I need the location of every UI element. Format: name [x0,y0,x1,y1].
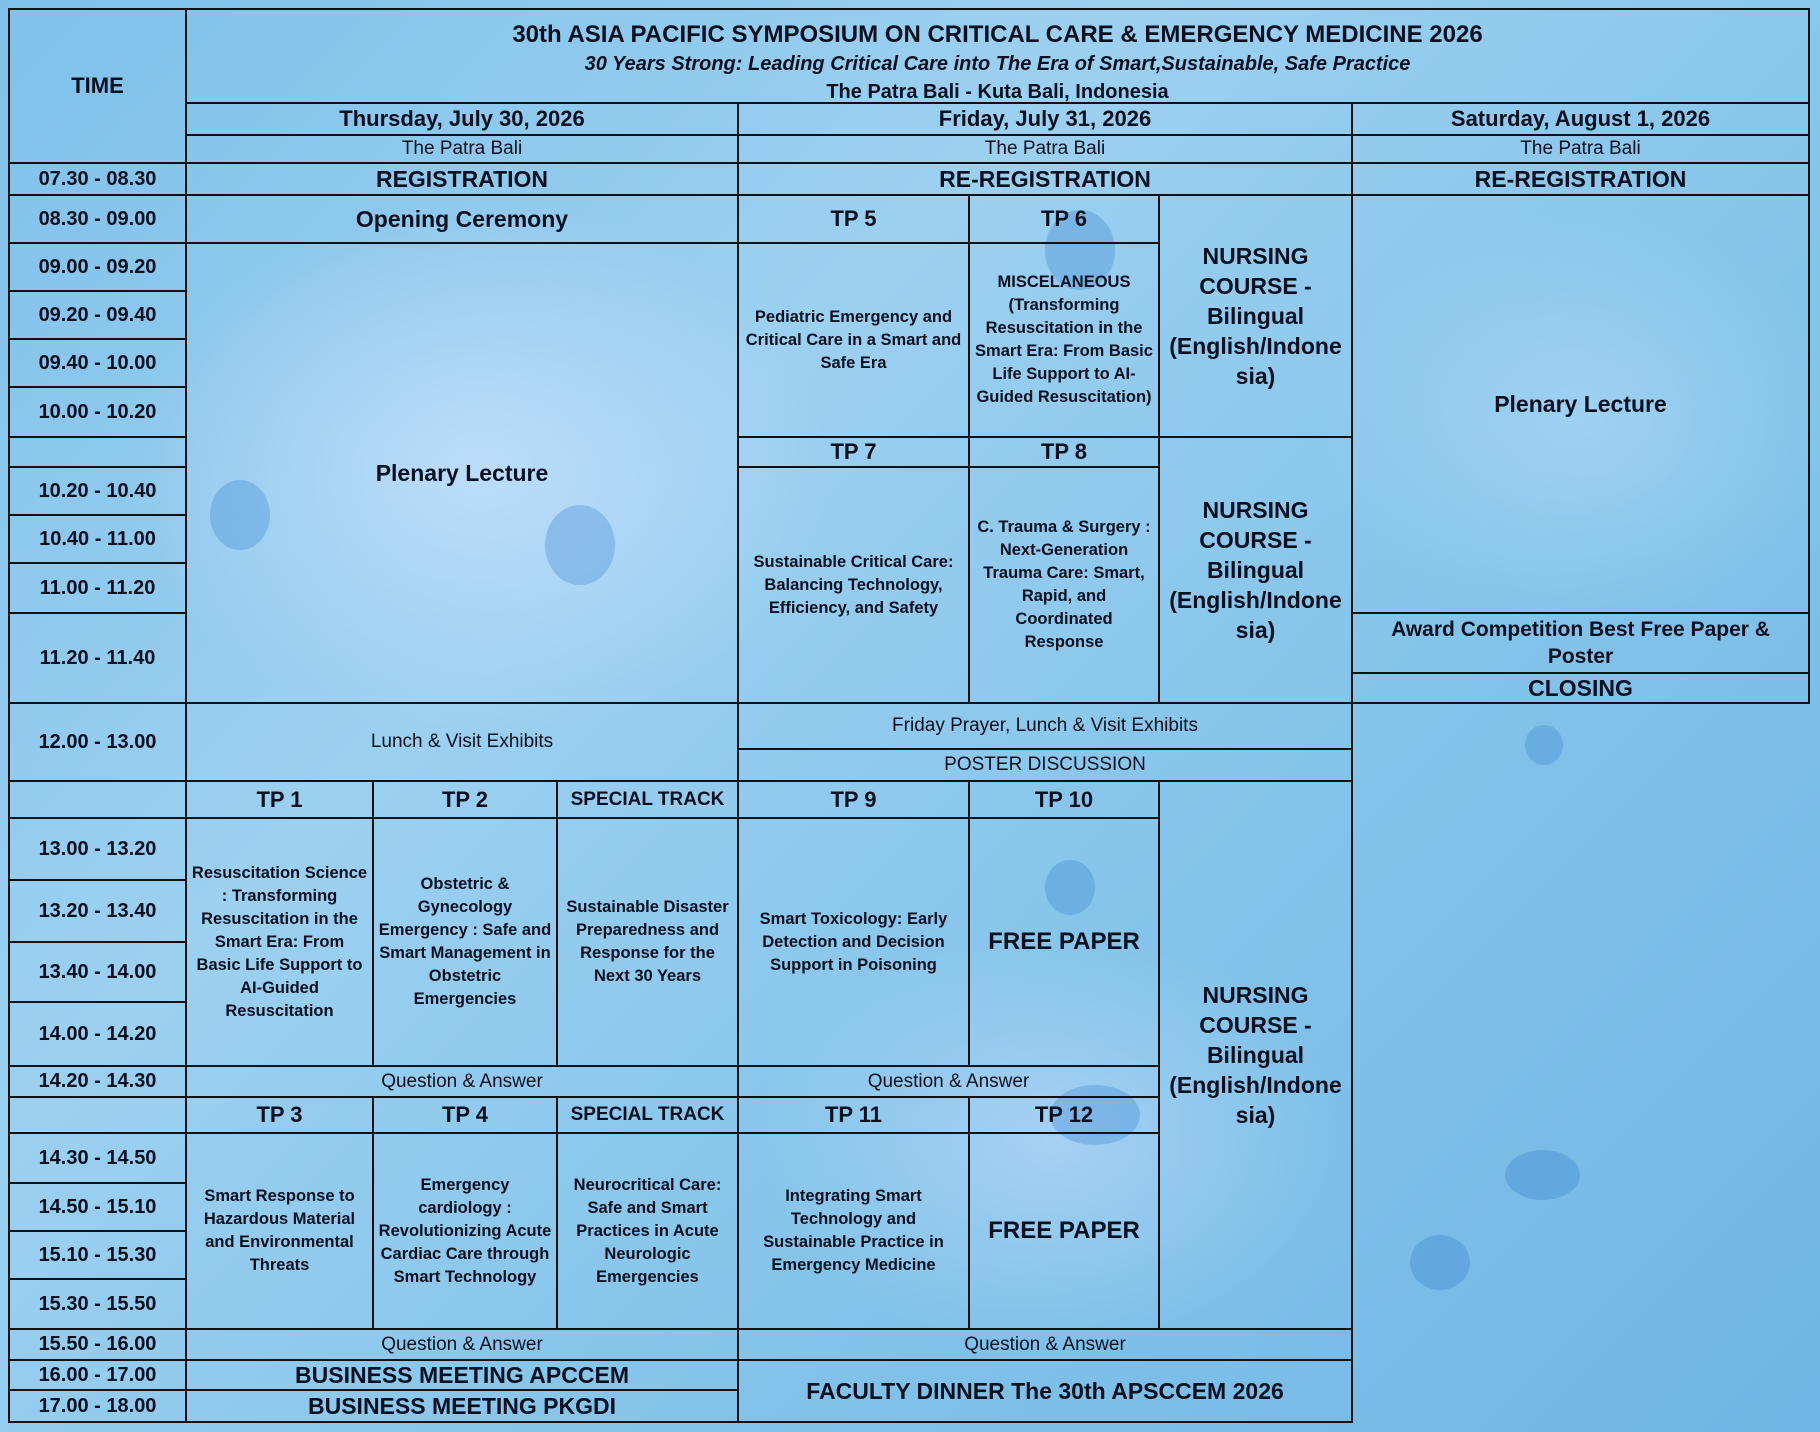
background-blob [1505,1150,1580,1200]
page-subtitle: 30 Years Strong: Leading Critical Care into The Era of Smart,Sustainable, Safe Practice [584,53,1411,75]
thu-tp2-session: Obstetric & Gynecology Emergency : Safe and Smart Management in Obstetric Emergencies [372,817,558,1067]
time-slot: 11.00 - 11.20 [8,562,187,614]
time-slot: 14.00 - 14.20 [8,1001,187,1067]
day-friday: Friday, July 31, 2026 [737,102,1353,136]
sat-closing: CLOSING [1351,672,1810,704]
fri-tp11-header: TP 11 [737,1096,970,1134]
time-slot: 12.00 - 13.00 [8,702,187,782]
time-slot: 14.20 - 14.30 [8,1065,187,1098]
time-slot [8,780,187,819]
fri-tp9-header: TP 9 [737,780,970,819]
venue-friday: The Patra Bali [737,134,1353,164]
fri-tp8-session: C. Trauma & Surgery : Next-Generation Trauma Care: Smart, Rapid, and Coordinated Response [968,466,1160,704]
thu-plenary-lecture: Plenary Lecture [185,242,739,704]
thu-opening-ceremony: Opening Ceremony [185,194,739,244]
thu-tp3-header: TP 3 [185,1096,374,1134]
thu-special-track-session: Neurocritical Care: Safe and Smart Practices in Acute Neurologic Emergencies [556,1132,739,1330]
fri-nursing-course: NURSING COURSE - Bilingual (English/Indone sia) [1158,436,1353,704]
thu-tp4-session: Emergency cardiology : Revolutionizing Acute Cardiac Care through Smart Technology [372,1132,558,1330]
fri-question-answer: Question & Answer [737,1065,1160,1098]
time-header: TIME [8,8,187,164]
time-slot: 09.00 - 09.20 [8,242,187,292]
time-slot: 16.00 - 17.00 [8,1359,187,1391]
sat-award-competition: Award Competition Best Free Paper & Poster [1351,612,1810,674]
thu-special-track-session: Sustainable Disaster Preparedness and Response for the Next 30 Years [556,817,739,1067]
fri-tp8-header: TP 8 [968,436,1160,468]
time-slot: 10.00 - 10.20 [8,386,187,438]
fri-tp5-header: TP 5 [737,194,970,244]
thu-lunch: Lunch & Visit Exhibits [185,702,739,782]
time-slot: 09.40 - 10.00 [8,338,187,388]
time-slot: 13.40 - 14.00 [8,941,187,1003]
thu-business-meeting-pkgdi: BUSINESS MEETING PKGDI [185,1389,739,1423]
fri-tp12-free-paper: FREE PAPER [968,1132,1160,1330]
time-slot: 14.30 - 14.50 [8,1132,187,1184]
thu-registration: REGISTRATION [185,162,739,196]
time-slot: 11.20 - 11.40 [8,612,187,704]
thu-question-answer: Question & Answer [185,1065,739,1098]
fri-poster-discussion: POSTER DISCUSSION [737,748,1353,782]
day-thursday: Thursday, July 30, 2026 [185,102,739,136]
thu-tp2-header: TP 2 [372,780,558,819]
venue-thursday: The Patra Bali [185,134,739,164]
fri-faculty-dinner: FACULTY DINNER The 30th APSCCEM 2026 [737,1359,1353,1423]
thu-special-track-header: SPECIAL TRACK [556,780,739,819]
time-slot: 08.30 - 09.00 [8,194,187,244]
time-slot: 14.50 - 15.10 [8,1182,187,1232]
page-title: 30th ASIA PACIFIC SYMPOSIUM ON CRITICAL CARE & EMERGENCY MEDICINE 2026 [512,21,1483,48]
time-slot [8,436,187,468]
fri-tp11-session: Integrating Smart Technology and Sustainable Practice in Emergency Medicine [737,1132,970,1330]
time-slot: 15.10 - 15.30 [8,1230,187,1280]
sat-re-registration: RE-REGISTRATION [1351,162,1810,196]
fri-tp6-session: MISCELANEOUS (Transforming Resuscitation in the Smart Era: From Basic Life Support to AI-Guided Resuscitation) [968,242,1160,438]
thu-tp4-header: TP 4 [372,1096,558,1134]
time-slot: 09.20 - 09.40 [8,290,187,340]
thu-tp3-session: Smart Response to Hazardous Material and Environmental Threats [185,1132,374,1330]
time-slot: 13.20 - 13.40 [8,879,187,943]
thu-tp1-header: TP 1 [185,780,374,819]
venue-saturday: The Patra Bali [1351,134,1810,164]
fri-tp10-free-paper: FREE PAPER [968,817,1160,1067]
background-blob [1525,725,1563,765]
time-slot: 10.20 - 10.40 [8,466,187,516]
day-saturday: Saturday, August 1, 2026 [1351,102,1810,136]
background-blob [1410,1235,1470,1290]
fri-lunch: Friday Prayer, Lunch & Visit Exhibits [737,702,1353,750]
sat-plenary-lecture: Plenary Lecture [1351,194,1810,614]
time-slot [8,1096,187,1134]
time-slot: 17.00 - 18.00 [8,1389,187,1423]
time-slot: 15.30 - 15.50 [8,1278,187,1330]
thu-tp1-session: Resuscitation Science : Transforming Resuscitation in the Smart Era: From Basic Life Support to AI-Guided Resuscitation [185,817,374,1067]
time-slot: 07.30 - 08.30 [8,162,187,196]
thu-business-meeting-apccem: BUSINESS MEETING APCCEM [185,1359,739,1391]
fri-tp5-session: Pediatric Emergency and Critical Care in a Smart and Safe Era [737,242,970,438]
fri-tp7-session: Sustainable Critical Care: Balancing Technology, Efficiency, and Safety [737,466,970,704]
fri-tp6-header: TP 6 [968,194,1160,244]
fri-re-registration: RE-REGISTRATION [737,162,1353,196]
fri-nursing-course: NURSING COURSE - Bilingual (English/Indone sia) [1158,780,1353,1330]
time-slot: 13.00 - 13.20 [8,817,187,881]
thu-special-track-header: SPECIAL TRACK [556,1096,739,1134]
fri-tp7-header: TP 7 [737,436,970,468]
time-slot: 10.40 - 11.00 [8,514,187,564]
fri-tp10-header: TP 10 [968,780,1160,819]
venue-line: The Patra Bali - Kuta Bali, Indonesia [826,81,1169,103]
fri-tp12-header: TP 12 [968,1096,1160,1134]
fri-nursing-course: NURSING COURSE - Bilingual (English/Indone sia) [1158,194,1353,438]
fri-tp9-session: Smart Toxicology: Early Detection and Decision Support in Poisoning [737,817,970,1067]
fri-question-answer: Question & Answer [737,1328,1353,1361]
symposium-title-block [185,8,1810,104]
time-slot: 15.50 - 16.00 [8,1328,187,1361]
thu-question-answer: Question & Answer [185,1328,739,1361]
